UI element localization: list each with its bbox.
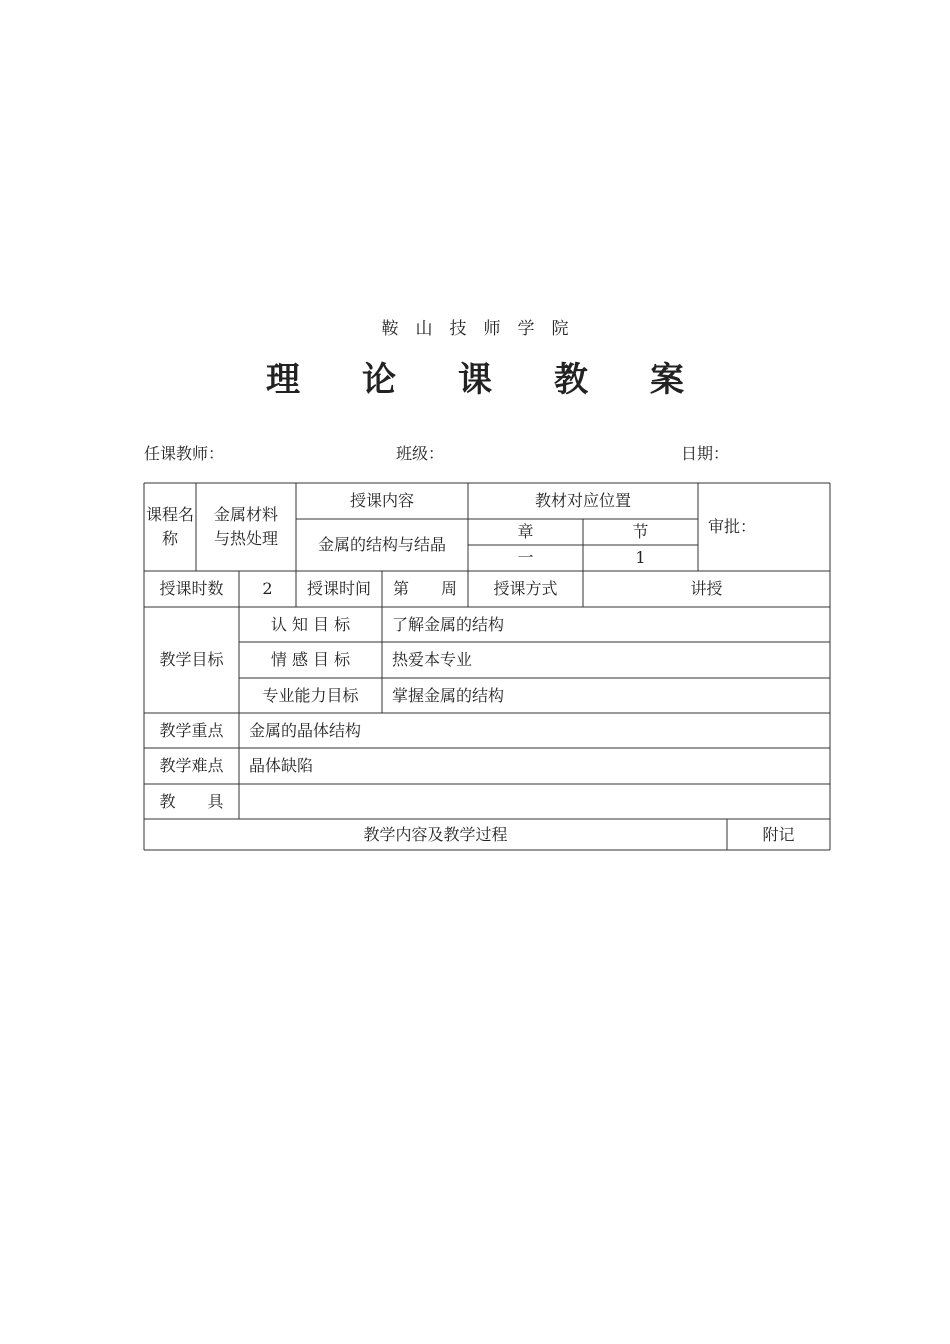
school-name: 鞍山技师学院: [381, 319, 586, 339]
textbook-position-label: 教材对应位置: [534, 491, 631, 510]
goal-affective-label: 情 感 目 标: [270, 650, 351, 669]
method-label: 授课方式: [493, 579, 558, 598]
goals-label: 教学目标: [159, 650, 224, 669]
class-label: 班级：: [396, 444, 445, 463]
goal-cognitive-label: 认 知 目 标: [270, 614, 351, 634]
course-name-value: 金属材料与热处理: [213, 505, 278, 548]
goal-affective-value: 热爱本专业: [392, 650, 473, 669]
content-value: 金属的结构与结晶: [317, 535, 446, 554]
date-label: 日期：: [681, 444, 730, 463]
section-label: 节: [632, 522, 649, 541]
approval-label: 审批：: [708, 517, 757, 536]
tools-value: [239, 784, 830, 819]
difficulty-label: 教学难点: [159, 756, 224, 775]
hours-label: 授课时数: [159, 579, 224, 598]
key-point-value: 金属的晶体结构: [249, 720, 362, 740]
goal-skill-value: 掌握金属的结构: [392, 685, 505, 705]
process-label: 教学内容及教学过程: [363, 824, 508, 844]
time-label: 授课时间: [306, 579, 371, 598]
content-label: 授课内容: [349, 491, 414, 510]
difficulty-value: 晶体缺陷: [249, 756, 314, 775]
week-label: 第 周: [392, 579, 457, 598]
chapter-value: 一: [517, 548, 534, 567]
section-value: 1: [635, 548, 646, 567]
goal-skill-label: 专业能力目标: [262, 685, 359, 705]
method-value: 讲授: [690, 579, 723, 598]
course-name-label: 课程名称: [145, 505, 194, 548]
chapter-label: 章: [517, 522, 534, 541]
goal-cognitive-value: 了解金属的结构: [392, 614, 505, 634]
notes-label: 附记: [762, 824, 795, 844]
hours-value: 2: [262, 579, 273, 598]
tools-label: 教 具: [159, 791, 224, 811]
document-title: 理论课教案: [266, 360, 746, 400]
teacher-label: 任课教师：: [144, 444, 225, 463]
key-point-label: 教学重点: [159, 720, 224, 740]
